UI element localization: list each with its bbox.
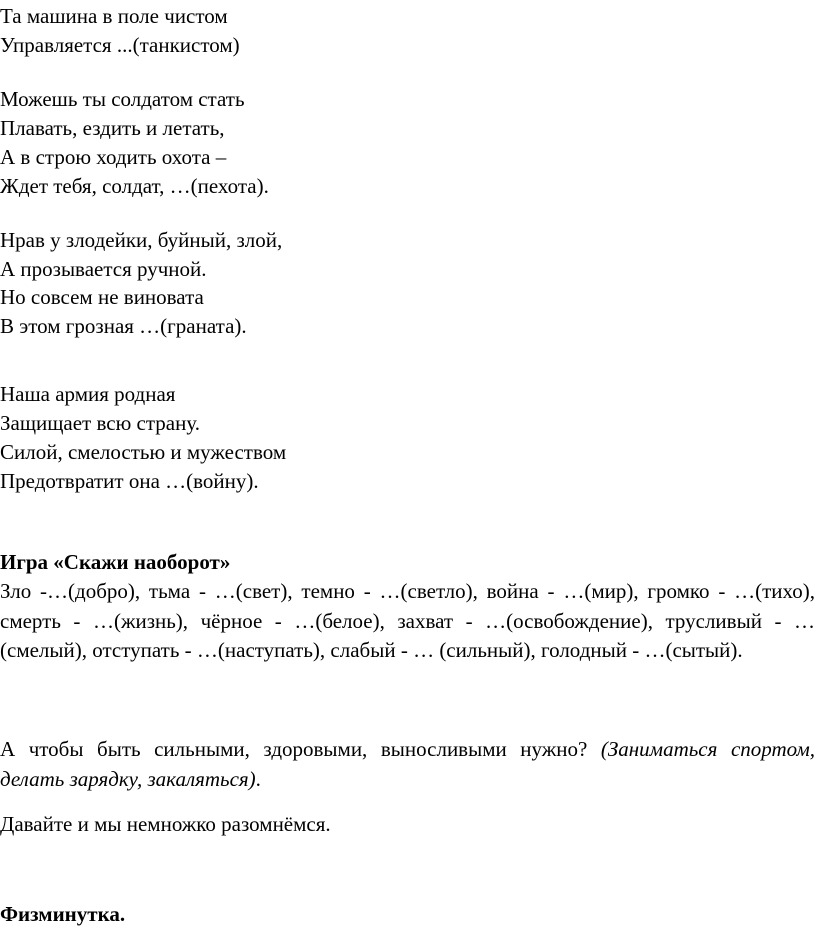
stanza-3-line-1: Нрав у злодейки, буйный, злой, [0, 228, 283, 252]
game-text: Зло -…(добро), тьма - …(свет), темно - …(светло), война - …(мир), громко - …(тихо), смерть - …(жизнь), чёрное - …(белое), захват - …(освобождение), трусливый - …(смелый), отступать - …(наступать), слабый - … (сильный), голодный - …(сытый). [0, 579, 815, 663]
stanza-3-line-2: А прозывается ручной. [0, 257, 207, 281]
stanza-1-line-2: Управляется ...(танкистом) [0, 33, 240, 57]
game-title: Игра «Скажи наоборот» [0, 550, 231, 574]
stanza-4-line-4: Предотвратит она …(войну). [0, 469, 259, 493]
stanza-4-line-3: Силой, смелостью и мужеством [0, 440, 287, 464]
stanza-2-line-1: Можешь ты солдатом стать [0, 87, 245, 111]
stanza-2-line-2: Плавать, ездить и летать, [0, 116, 225, 140]
question-end: . [255, 766, 261, 791]
stanza-2-line-3: А в строю ходить охота – [0, 145, 227, 169]
stanza-4-line-1: Наша армия родная [0, 382, 176, 406]
stanza-4-line-2: Защищает всю страну. [0, 411, 201, 435]
question-text: А чтобы быть сильными, здоровыми, выносливыми нужно? [0, 737, 601, 761]
stanza-1-line-1: Та машина в поле чистом [0, 4, 228, 28]
fizminutka-heading: Физминутка. [0, 902, 126, 926]
stanza-2-line-4: Ждет тебя, солдат, …(пехота). [0, 174, 269, 198]
invite-text: Давайте и мы немножко разомнёмся. [0, 812, 331, 836]
stanza-3-line-4: В этом грозная …(граната). [0, 314, 247, 338]
question-paragraph [0, 735, 815, 794]
question-answer: (Заниматься спортом, делать зарядку, закаляться) [0, 737, 816, 791]
stanza-3-line-3: Но совсем не виновата [0, 285, 204, 309]
